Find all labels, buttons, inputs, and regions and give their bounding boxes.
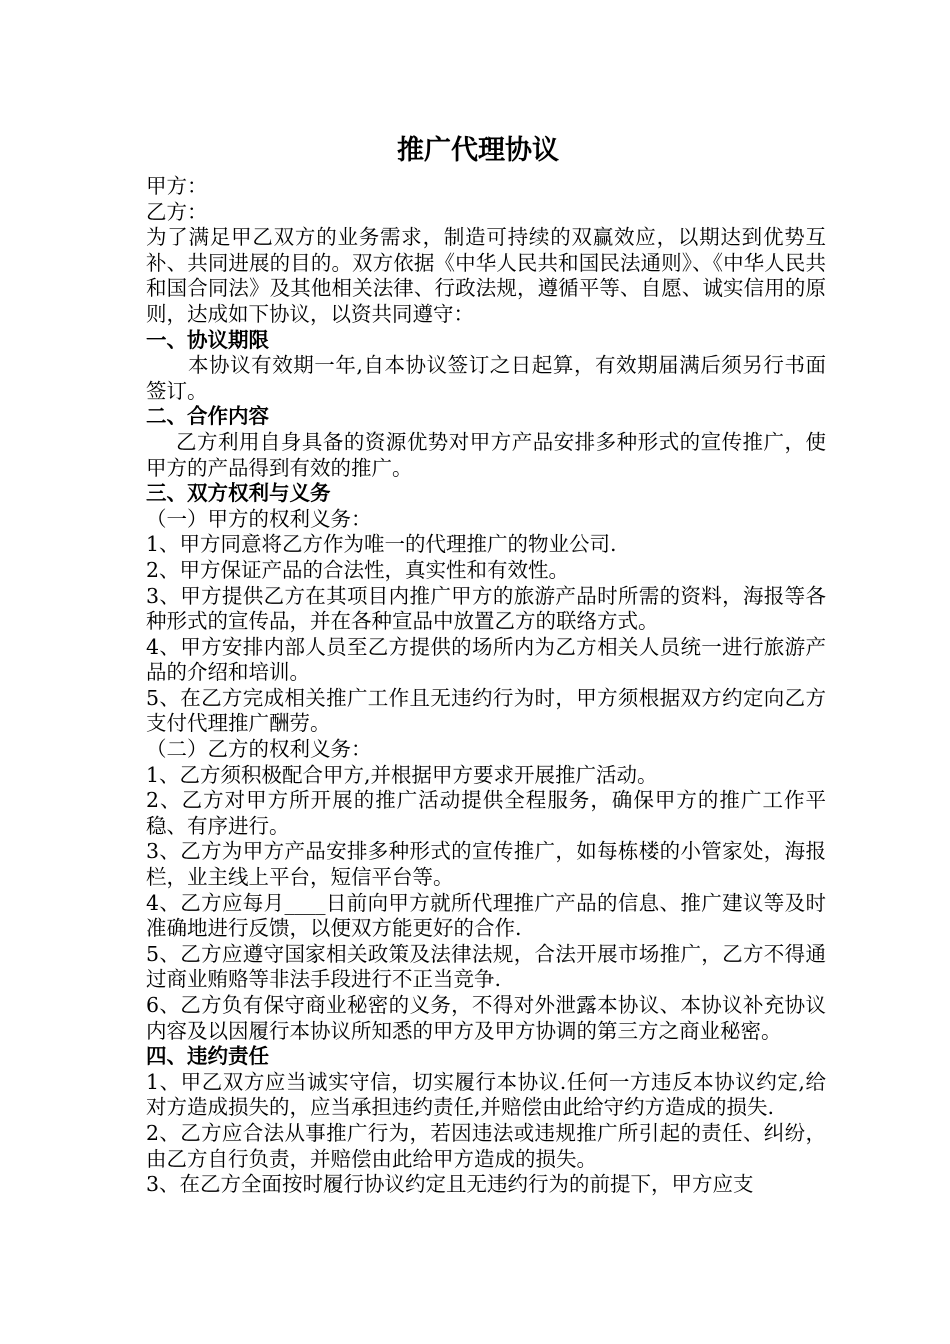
section-3-heading: 三、双方权利与义务 <box>146 481 331 506</box>
section-2-heading: 二、合作内容 <box>146 404 269 429</box>
section-1-heading: 一、协议期限 <box>146 327 269 352</box>
section-1-body: 本协议有效期一年,自本协议签订之日起算，有效期届满后须另行书面签订。 <box>146 353 826 403</box>
list-item: 5、乙方应遵守国家相关政策及法律法规，合法开展市场推广，乙方不得通过商业贿赂等非法手段进行不正当竞争. <box>146 941 826 992</box>
list-item: 5、在乙方完成相关推广工作且无违约行为时，甲方须根据双方约定向乙方支付代理推广酬劳。 <box>146 685 826 736</box>
party-a-duties-subheading: （一）甲方的权利义务： <box>146 506 372 531</box>
list-item: 3、乙方为甲方产品安排多种形式的宣传推广，如每栋楼的小管家处，海报栏，业主线上平台，短信平台等。 <box>146 839 826 890</box>
list-item: 4、甲方安排内部人员至乙方提供的场所内为乙方相关人员统一进行旅游产品的介绍和培训。 <box>146 634 826 685</box>
section-2-body: 乙方利用自身具备的资源优势对甲方产品安排多种形式的宣传推广，使甲方的产品得到有效的推广。 <box>146 429 826 480</box>
document-title: 推广代理协议 <box>397 135 559 166</box>
list-item: 4、乙方应每月____日前向甲方就所代理推广产品的信息、推广建议等及时准确地进行反馈，以便双方能更好的合作. <box>146 890 826 941</box>
list-item: 1、甲乙双方应当诚实守信，切实履行本协议.任何一方违反本协议约定,给对方造成损失的，应当承担违约责任,并赔偿由此给守约方造成的损失. <box>146 1069 826 1120</box>
list-item: 2、甲方保证产品的合法性，真实性和有效性。 <box>146 557 570 582</box>
list-item: 3、甲方提供乙方在其项目内推广甲方的旅游产品时所需的资料，海报等各种形式的宣传品，并在各种宣品中放置乙方的联络方式。 <box>146 583 826 634</box>
section-4-heading: 四、违约责任 <box>146 1044 269 1069</box>
contract-page <box>146 128 826 1198</box>
party-b-duties-subheading: （二）乙方的权利义务： <box>146 737 372 762</box>
preamble-paragraph: 为了满足甲乙双方的业务需求，制造可持续的双赢效应，以期达到优势互补、共同进展的目的。双方依据《中华人民共和国民法通则》、《中华人民共和国合同法》及其他相关法律、行政法规，遵循平等、自愿、诚实信用的原则，达成如下协议，以资共同遵守： <box>146 225 826 326</box>
list-item: 6、乙方负有保守商业秘密的义务，不得对外泄露本协议、本协议补充协议内容及以因履行本协议所知悉的甲方及甲方协调的第三方之商业秘密。 <box>146 993 826 1043</box>
party-a-line: 甲方： <box>146 174 208 198</box>
party-b-line: 乙方： <box>146 199 208 224</box>
list-item: 1、甲方同意将乙方作为唯一的代理推广的物业公司. <box>146 532 617 557</box>
list-item: 2、乙方应合法从事推广行为，若因违法或违规推广所引起的责任、纠纷，由乙方自行负责，并赔偿由此给甲方造成的损失。 <box>146 1120 826 1171</box>
list-item: 2、乙方对甲方所开展的推广活动提供全程服务，确保甲方的推广工作平稳、有序进行。 <box>146 788 826 838</box>
list-item: 3、在乙方全面按时履行协议约定且无违约行为的前提下，甲方应支 <box>146 1172 754 1197</box>
list-item: 1、乙方须积极配合甲方,并根据甲方要求开展推广活动。 <box>146 762 658 787</box>
